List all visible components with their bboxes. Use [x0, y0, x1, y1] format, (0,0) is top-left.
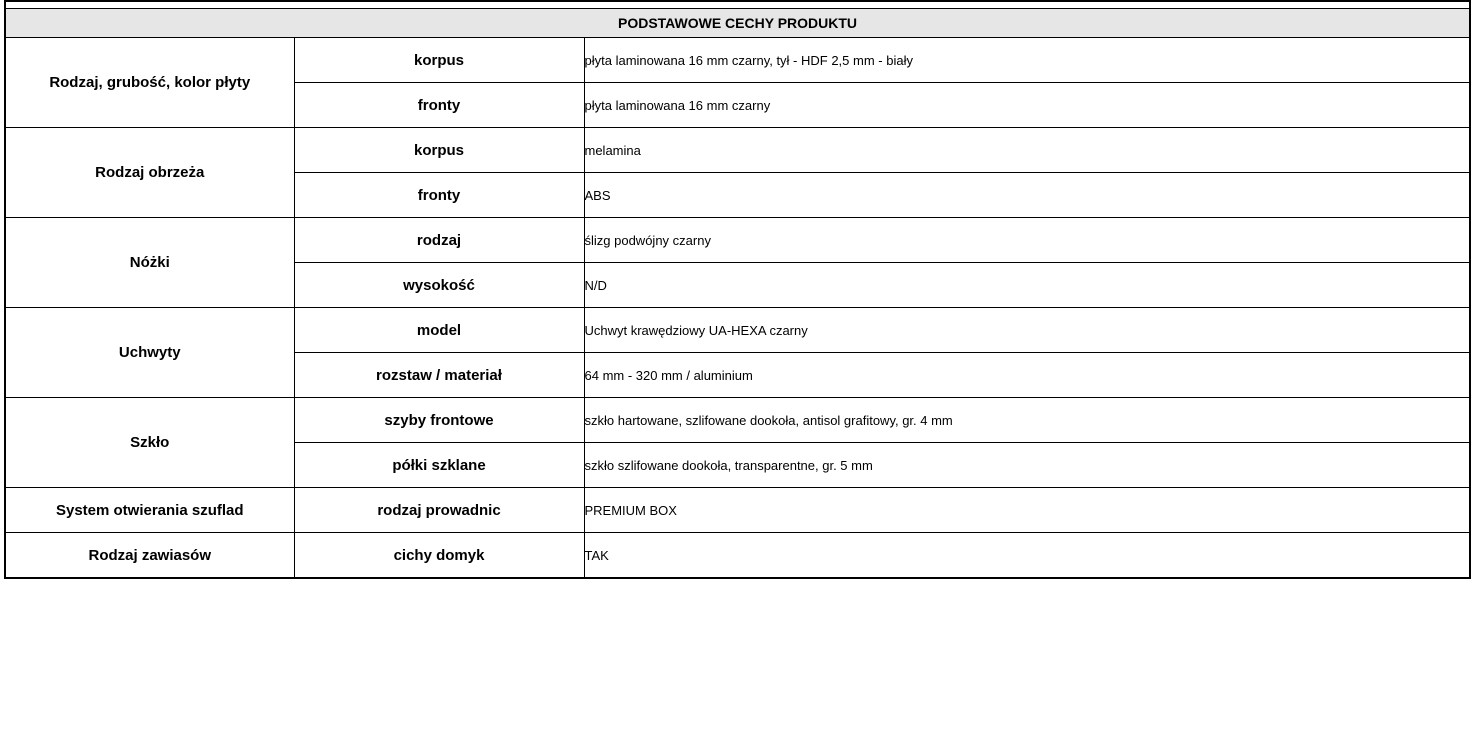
attribute-label: korpus	[294, 128, 584, 173]
table-row	[5, 128, 1470, 173]
group-label: System otwierania szuflad	[5, 488, 294, 533]
group-label: Uchwyty	[5, 308, 294, 398]
attribute-value: szkło szlifowane dookoła, transparentne, gr. 5 mm	[584, 443, 1470, 488]
top-strip	[5, 1, 1470, 9]
attribute-label: półki szklane	[294, 443, 584, 488]
attribute-value: szkło hartowane, szlifowane dookoła, antisol grafitowy, gr. 4 mm	[584, 398, 1470, 443]
attribute-value: PREMIUM BOX	[584, 488, 1470, 533]
header-row	[5, 9, 1470, 38]
attribute-value: melamina	[584, 128, 1470, 173]
attribute-label: fronty	[294, 83, 584, 128]
attribute-value: ślizg podwójny czarny	[584, 218, 1470, 263]
attribute-value: N/D	[584, 263, 1470, 308]
attribute-label: model	[294, 308, 584, 353]
attribute-label: rodzaj prowadnic	[294, 488, 584, 533]
group-label: Rodzaj, grubość, kolor płyty	[5, 38, 294, 128]
attribute-value: ABS	[584, 173, 1470, 218]
attribute-label: fronty	[294, 173, 584, 218]
attribute-label: korpus	[294, 38, 584, 83]
attribute-label: rodzaj	[294, 218, 584, 263]
table-title: PODSTAWOWE CECHY PRODUKTU	[5, 9, 1470, 38]
top-strip-row	[5, 1, 1470, 9]
table-row	[5, 308, 1470, 353]
product-spec-table	[4, 0, 1471, 579]
table-row	[5, 218, 1470, 263]
group-label: Rodzaj zawiasów	[5, 533, 294, 579]
table-row	[5, 38, 1470, 83]
table-row	[5, 398, 1470, 443]
attribute-value: Uchwyt krawędziowy UA-HEXA czarny	[584, 308, 1470, 353]
attribute-value: TAK	[584, 533, 1470, 579]
table-row	[5, 533, 1470, 579]
attribute-label: rozstaw / materiał	[294, 353, 584, 398]
attribute-label: cichy domyk	[294, 533, 584, 579]
attribute-value: płyta laminowana 16 mm czarny	[584, 83, 1470, 128]
group-label: Nóżki	[5, 218, 294, 308]
attribute-value: 64 mm - 320 mm / aluminium	[584, 353, 1470, 398]
table-row	[5, 488, 1470, 533]
attribute-label: wysokość	[294, 263, 584, 308]
attribute-label: szyby frontowe	[294, 398, 584, 443]
attribute-value: płyta laminowana 16 mm czarny, tył - HDF 2,5 mm - biały	[584, 38, 1470, 83]
group-label: Szkło	[5, 398, 294, 488]
group-label: Rodzaj obrzeża	[5, 128, 294, 218]
